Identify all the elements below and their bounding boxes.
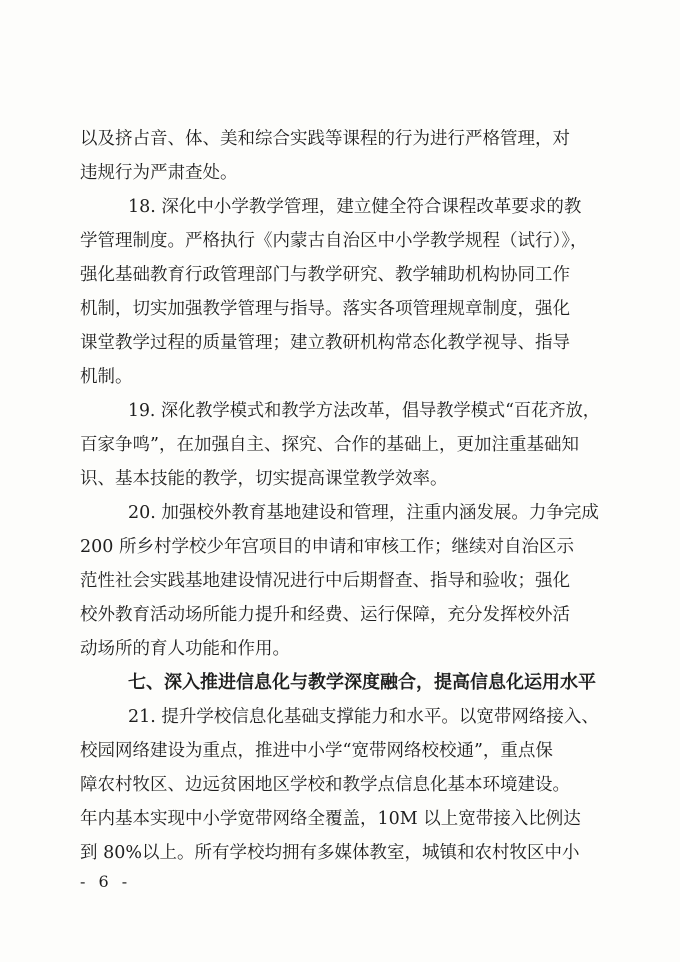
text-line (0, 736, 680, 766)
text-line (0, 430, 680, 460)
text-line (0, 600, 680, 630)
paragraph-20-start (0, 498, 680, 528)
page-number: - 6 - (80, 872, 132, 891)
text-line-content: 机制，切实加强教学管理与指导。落实各项管理规章制度，强化 (80, 299, 570, 319)
text-line-content: 强化基础教育行政管理部门与教学研究、教学辅助机构协同工作 (80, 265, 570, 285)
text-line-content: 障农村牧区、边远贫困地区学校和教学点信息化基本环境建设。 (80, 775, 570, 795)
text-line-content: 21. 提升学校信息化基础支撑能力和水平。以宽带网络接入、 (128, 707, 599, 727)
text-line (0, 804, 680, 834)
text-line-content: 以及挤占音、体、美和综合实践等课程的行为进行严格管理，对 (80, 129, 570, 149)
text-line-content: 校园网络建设为重点，推进中小学“宽带网络校校通”，重点保 (80, 741, 553, 761)
text-line-content: 范性社会实践基地建设情况进行中后期督查、指导和验收；强化 (80, 571, 570, 591)
text-line (0, 362, 680, 392)
text-line-content: 18. 深化中小学教学管理，建立健全符合课程改革要求的教 (128, 197, 582, 217)
paragraph-19-start (0, 396, 680, 426)
text-line (0, 464, 680, 494)
text-line-content: 机制。 (80, 367, 133, 387)
text-line-content: 动场所的育人功能和作用。 (80, 639, 290, 659)
text-line (0, 328, 680, 358)
text-line (0, 634, 680, 664)
text-line-content: 19. 深化教学模式和教学方法改革，倡导教学模式“百花齐放， (128, 401, 600, 421)
section-heading-text: 七、深入推进信息化与教学深度融合，提高信息化运用水平 (128, 672, 596, 693)
text-line-content: 到 80%以上。所有学校均拥有多媒体教室，城镇和农村牧区中小 (80, 843, 580, 863)
text-line-content: 年内基本实现中小学宽带网络全覆盖，10M 以上宽带接入比例达 (80, 809, 581, 829)
text-line (0, 770, 680, 800)
text-line (0, 566, 680, 596)
text-line-content: 违规行为严肃查处。 (80, 163, 238, 183)
paragraph-21-start (0, 702, 680, 732)
text-line (0, 158, 680, 188)
paragraph-18-start (0, 192, 680, 222)
text-line-content: 校外教育活动场所能力提升和经费、运行保障，充分发挥校外活 (80, 605, 570, 625)
text-line (0, 532, 680, 562)
text-line-content: 课堂教学过程的质量管理；建立教研机构常态化教学视导、指导 (80, 333, 570, 353)
text-line-content: 学管理制度。严格执行《内蒙古自治区中小学教学规程（试行）》， (80, 231, 588, 251)
section-heading (0, 668, 680, 698)
text-line (0, 226, 680, 256)
text-line (0, 838, 680, 868)
text-line (0, 294, 680, 324)
text-line-content: 百家争鸣”，在加强自主、探究、合作的基础上，更加注重基础知 (80, 435, 579, 455)
text-line (0, 124, 680, 154)
text-line-content: 200 所乡村学校少年宫项目的申请和审核工作；继续对自治区示 (80, 537, 574, 557)
text-line (0, 260, 680, 290)
text-line-content: 20. 加强校外教育基地建设和管理，注重内涵发展。力争完成 (128, 503, 599, 523)
text-line-content: 识、基本技能的教学，切实提高课堂教学效率。 (80, 469, 448, 489)
